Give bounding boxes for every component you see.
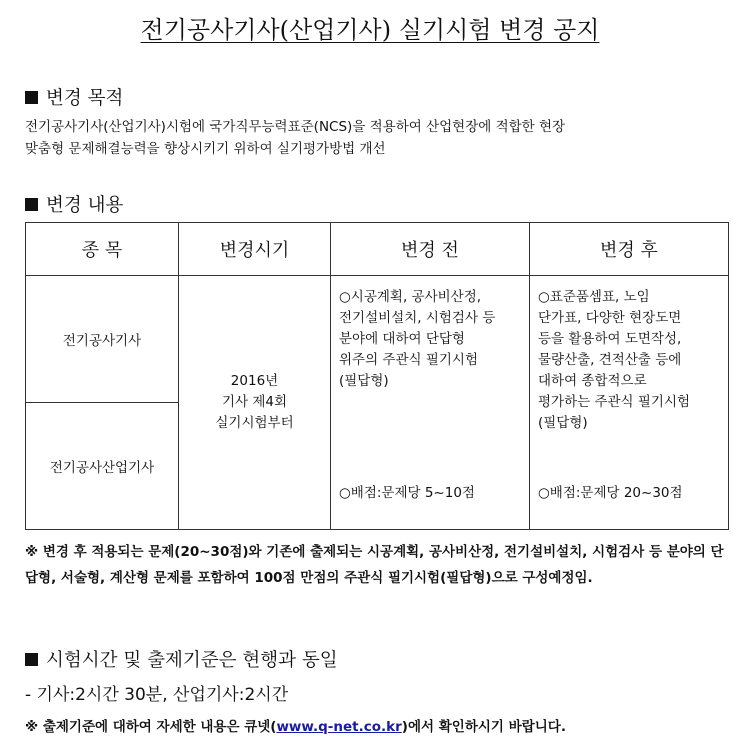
section-heading-purpose-label: 변경 목적 <box>46 88 124 109</box>
after-description: ○표준품셈표, 노임 단가표, 다양한 현장도면 등을 활용하여 도면작성, 물량산출, 견적산출 등에 대하여 종합적으로 평가하는 주관식 필기시험 (필답형) <box>538 289 691 431</box>
column-header-period: 변경시기 <box>179 223 331 276</box>
section-heading-content <box>25 191 123 217</box>
purpose-line: 맞춤형 문제해결능력을 향상시키기 위하여 실기평가방법 개선 <box>25 141 386 157</box>
column-header-before: 변경 전 <box>331 223 530 276</box>
square-bullet-icon <box>25 91 38 104</box>
purpose-line: 전기공사기사(산업기사)시험에 국가직무능력표준(NCS)을 적용하여 산업현장에 적합한 현장 <box>25 119 566 135</box>
item-cell-engineer: 전기공사기사 <box>26 276 179 403</box>
item-cell-industrial-engineer: 전기공사산업기사 <box>26 403 179 530</box>
square-bullet-icon <box>25 653 38 666</box>
change-table <box>25 222 729 530</box>
purpose-text <box>25 116 565 160</box>
before-cell <box>331 276 530 530</box>
column-header-item: 종 목 <box>26 223 179 276</box>
table-header-row <box>26 223 729 276</box>
section-heading-exam <box>25 646 338 672</box>
exam-note <box>25 714 735 740</box>
period-line: 실기시험부터 <box>215 415 294 431</box>
qnet-link[interactable]: www.q-net.co.kr <box>276 719 402 735</box>
column-header-after: 변경 후 <box>530 223 729 276</box>
period-line: 2016년 <box>230 373 279 389</box>
exam-note-before: ※ 출제기준에 대하여 자세한 내용은 큐넷( <box>25 719 277 735</box>
section-heading-purpose <box>25 84 123 110</box>
section-heading-exam-label: 시험시간 및 출제기준은 현행과 동일 <box>46 650 338 671</box>
exam-note-after: )에서 확인하시기 바랍니다. <box>401 719 566 735</box>
before-description: ○시공계획, 공사비산정, 전기설비설치, 시험검사 등 분야에 대하여 단답형 위주의 주관식 필기시험 (필답형) <box>339 289 496 389</box>
before-score: ○배점:문제당 5~10점 <box>339 485 475 501</box>
exam-time: - 기사:2시간 30분, 산업기사:2시간 <box>25 685 289 705</box>
square-bullet-icon <box>25 198 38 211</box>
period-line: 기사 제4회 <box>221 394 288 410</box>
after-score: ○배점:문제당 20~30점 <box>538 485 683 501</box>
table-row <box>26 276 729 403</box>
change-note: ※ 변경 후 적용되는 문제(20~30점)와 기존에 출제되는 시공계획, 공사비산정, 전기설비설치, 시험검사 등 분야의 단답형, 서술형, 계산형 문제를 포함하여 100점 만점의 주관식 필기시험(필답형)으로 구성예정임. <box>25 544 724 586</box>
section-heading-content-label: 변경 내용 <box>46 195 124 216</box>
after-cell <box>530 276 729 530</box>
period-cell <box>179 276 331 530</box>
page-title: 전기공사기사(산업기사) 실기시험 변경 공지 <box>140 16 600 44</box>
